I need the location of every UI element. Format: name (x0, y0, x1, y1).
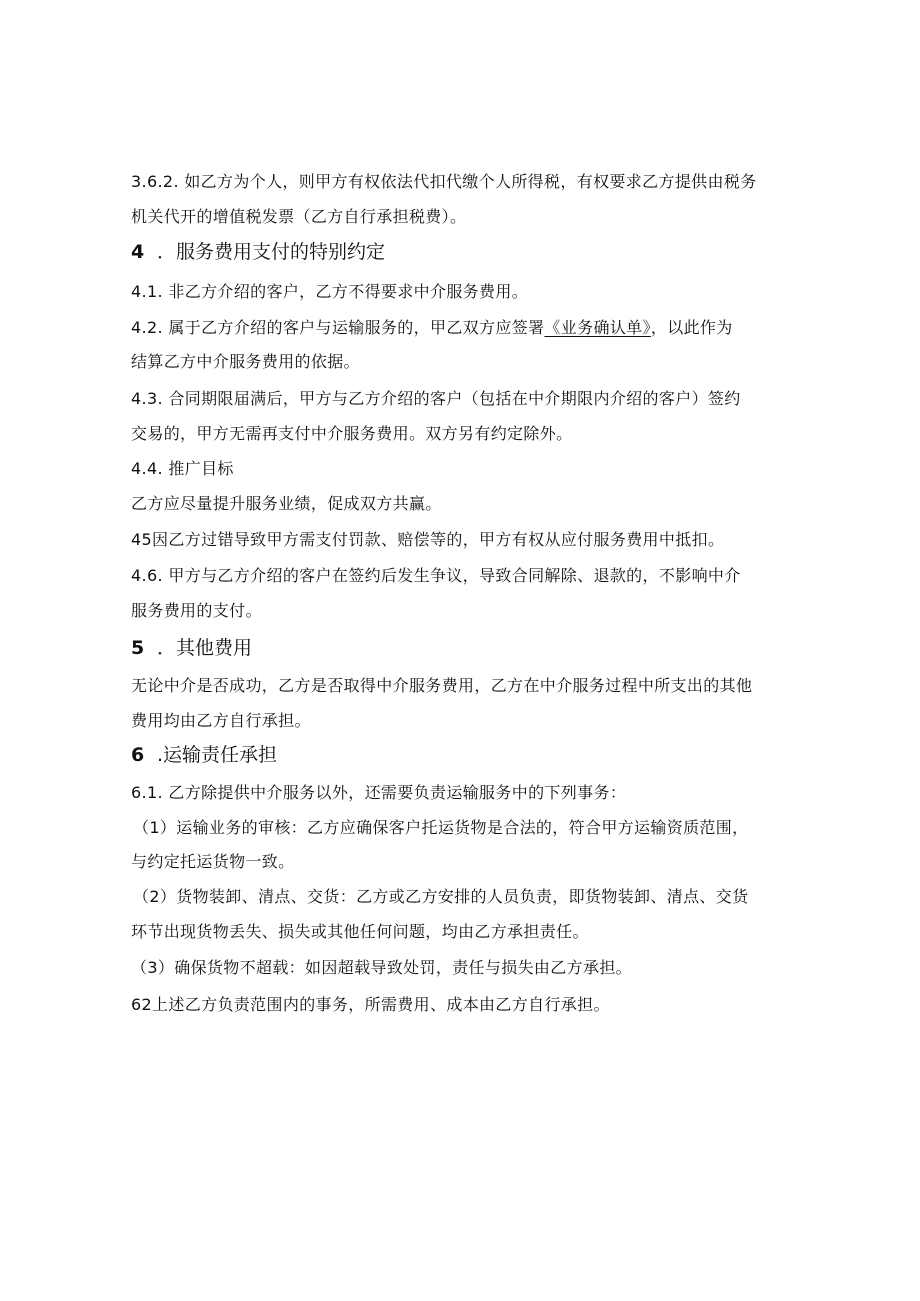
business-confirmation-form-reference: 《业务确认单》 (544, 318, 651, 337)
section-5-title: ．其他费用 (157, 637, 253, 659)
clause-4-3-line-2: 交易的，甲方无需再支付中介服务费用。双方另有约定除外。 (131, 424, 573, 443)
clause-6-1: 6.1. 乙方除提供中介服务以外，还需要负责运输服务中的下列事务： (131, 783, 627, 802)
section-4-number: 4 (131, 241, 145, 263)
clause-3-6-2-line-1: 3.6.2. 如乙方为个人，则甲方有权依法代扣代缴个人所得税，有权要求乙方提供由税务 (131, 172, 757, 191)
clause-4-2-line-1 (131, 318, 733, 338)
clause-4-6-line-2: 服务费用的支付。 (131, 601, 262, 620)
clause-4-2-text-before: 4.2. 属于乙方介绍的客户与运输服务的，甲乙双方应签署 (131, 318, 545, 337)
clause-6-2: 62上述乙方负责范围内的事务，所需费用、成本由乙方自行承担。 (131, 995, 610, 1014)
clause-4-5: 45因乙方过错导致甲方需支付罚款、赔偿等的，甲方有权从应付服务费用中抵扣。 (131, 530, 725, 549)
section-6-heading (131, 743, 277, 767)
section-5-heading (131, 636, 252, 660)
clause-4-4-title: 4.4. 推广目标 (131, 459, 234, 478)
section-5-text-line-1: 无论中介是否成功，乙方是否取得中介服务费用，乙方在中介服务过程中所支出的其他 (131, 676, 753, 695)
clause-4-3-line-1: 4.3. 合同期限届满后，甲方与乙方介绍的客户（包括在中介期限内介绍的客户）签约 (131, 389, 741, 408)
section-6-number: 6 (131, 744, 145, 766)
item-1-line-1: （1）运输业务的审核：乙方应确保客户托运货物是合法的，符合甲方运输资质范围， (133, 818, 749, 837)
clause-4-1: 4.1. 非乙方介绍的客户，乙方不得要求中介服务费用。 (131, 282, 529, 301)
section-5-number: 5 (131, 637, 145, 659)
item-1-line-2: 与约定托运货物一致。 (131, 852, 295, 871)
item-2-line-1: （2）货物装卸、清点、交货：乙方或乙方安排的人员负责，即货物装卸、清点、交货 (133, 887, 749, 906)
clause-4-6-line-1: 4.6. 甲方与乙方介绍的客户在签约后发生争议，导致合同解除、退款的，不影响中介 (131, 566, 741, 585)
section-4-heading (131, 240, 385, 264)
section-4-title: ．服务费用支付的特别约定 (157, 241, 386, 263)
clause-4-4-text: 乙方应尽量提升服务业绩，促成双方共赢。 (131, 494, 442, 513)
clause-3-6-2-line-2: 机关代开的增值税发票（乙方自行承担税费）。 (131, 207, 467, 226)
section-5-text-line-2: 费用均由乙方自行承担。 (131, 711, 311, 730)
clause-4-2-text-after: ，以此作为 (650, 318, 733, 337)
item-3: （3）确保货物不超载：如因超载导致处罚，责任与损失由乙方承担。 (131, 958, 633, 977)
section-6-title: .运输责任承担 (157, 744, 278, 766)
item-2-line-2: 环节出现货物丢失、损失或其他任何问题，均由乙方承担责任。 (131, 922, 589, 941)
clause-4-2-line-2: 结算乙方中介服务费用的依据。 (131, 352, 360, 371)
